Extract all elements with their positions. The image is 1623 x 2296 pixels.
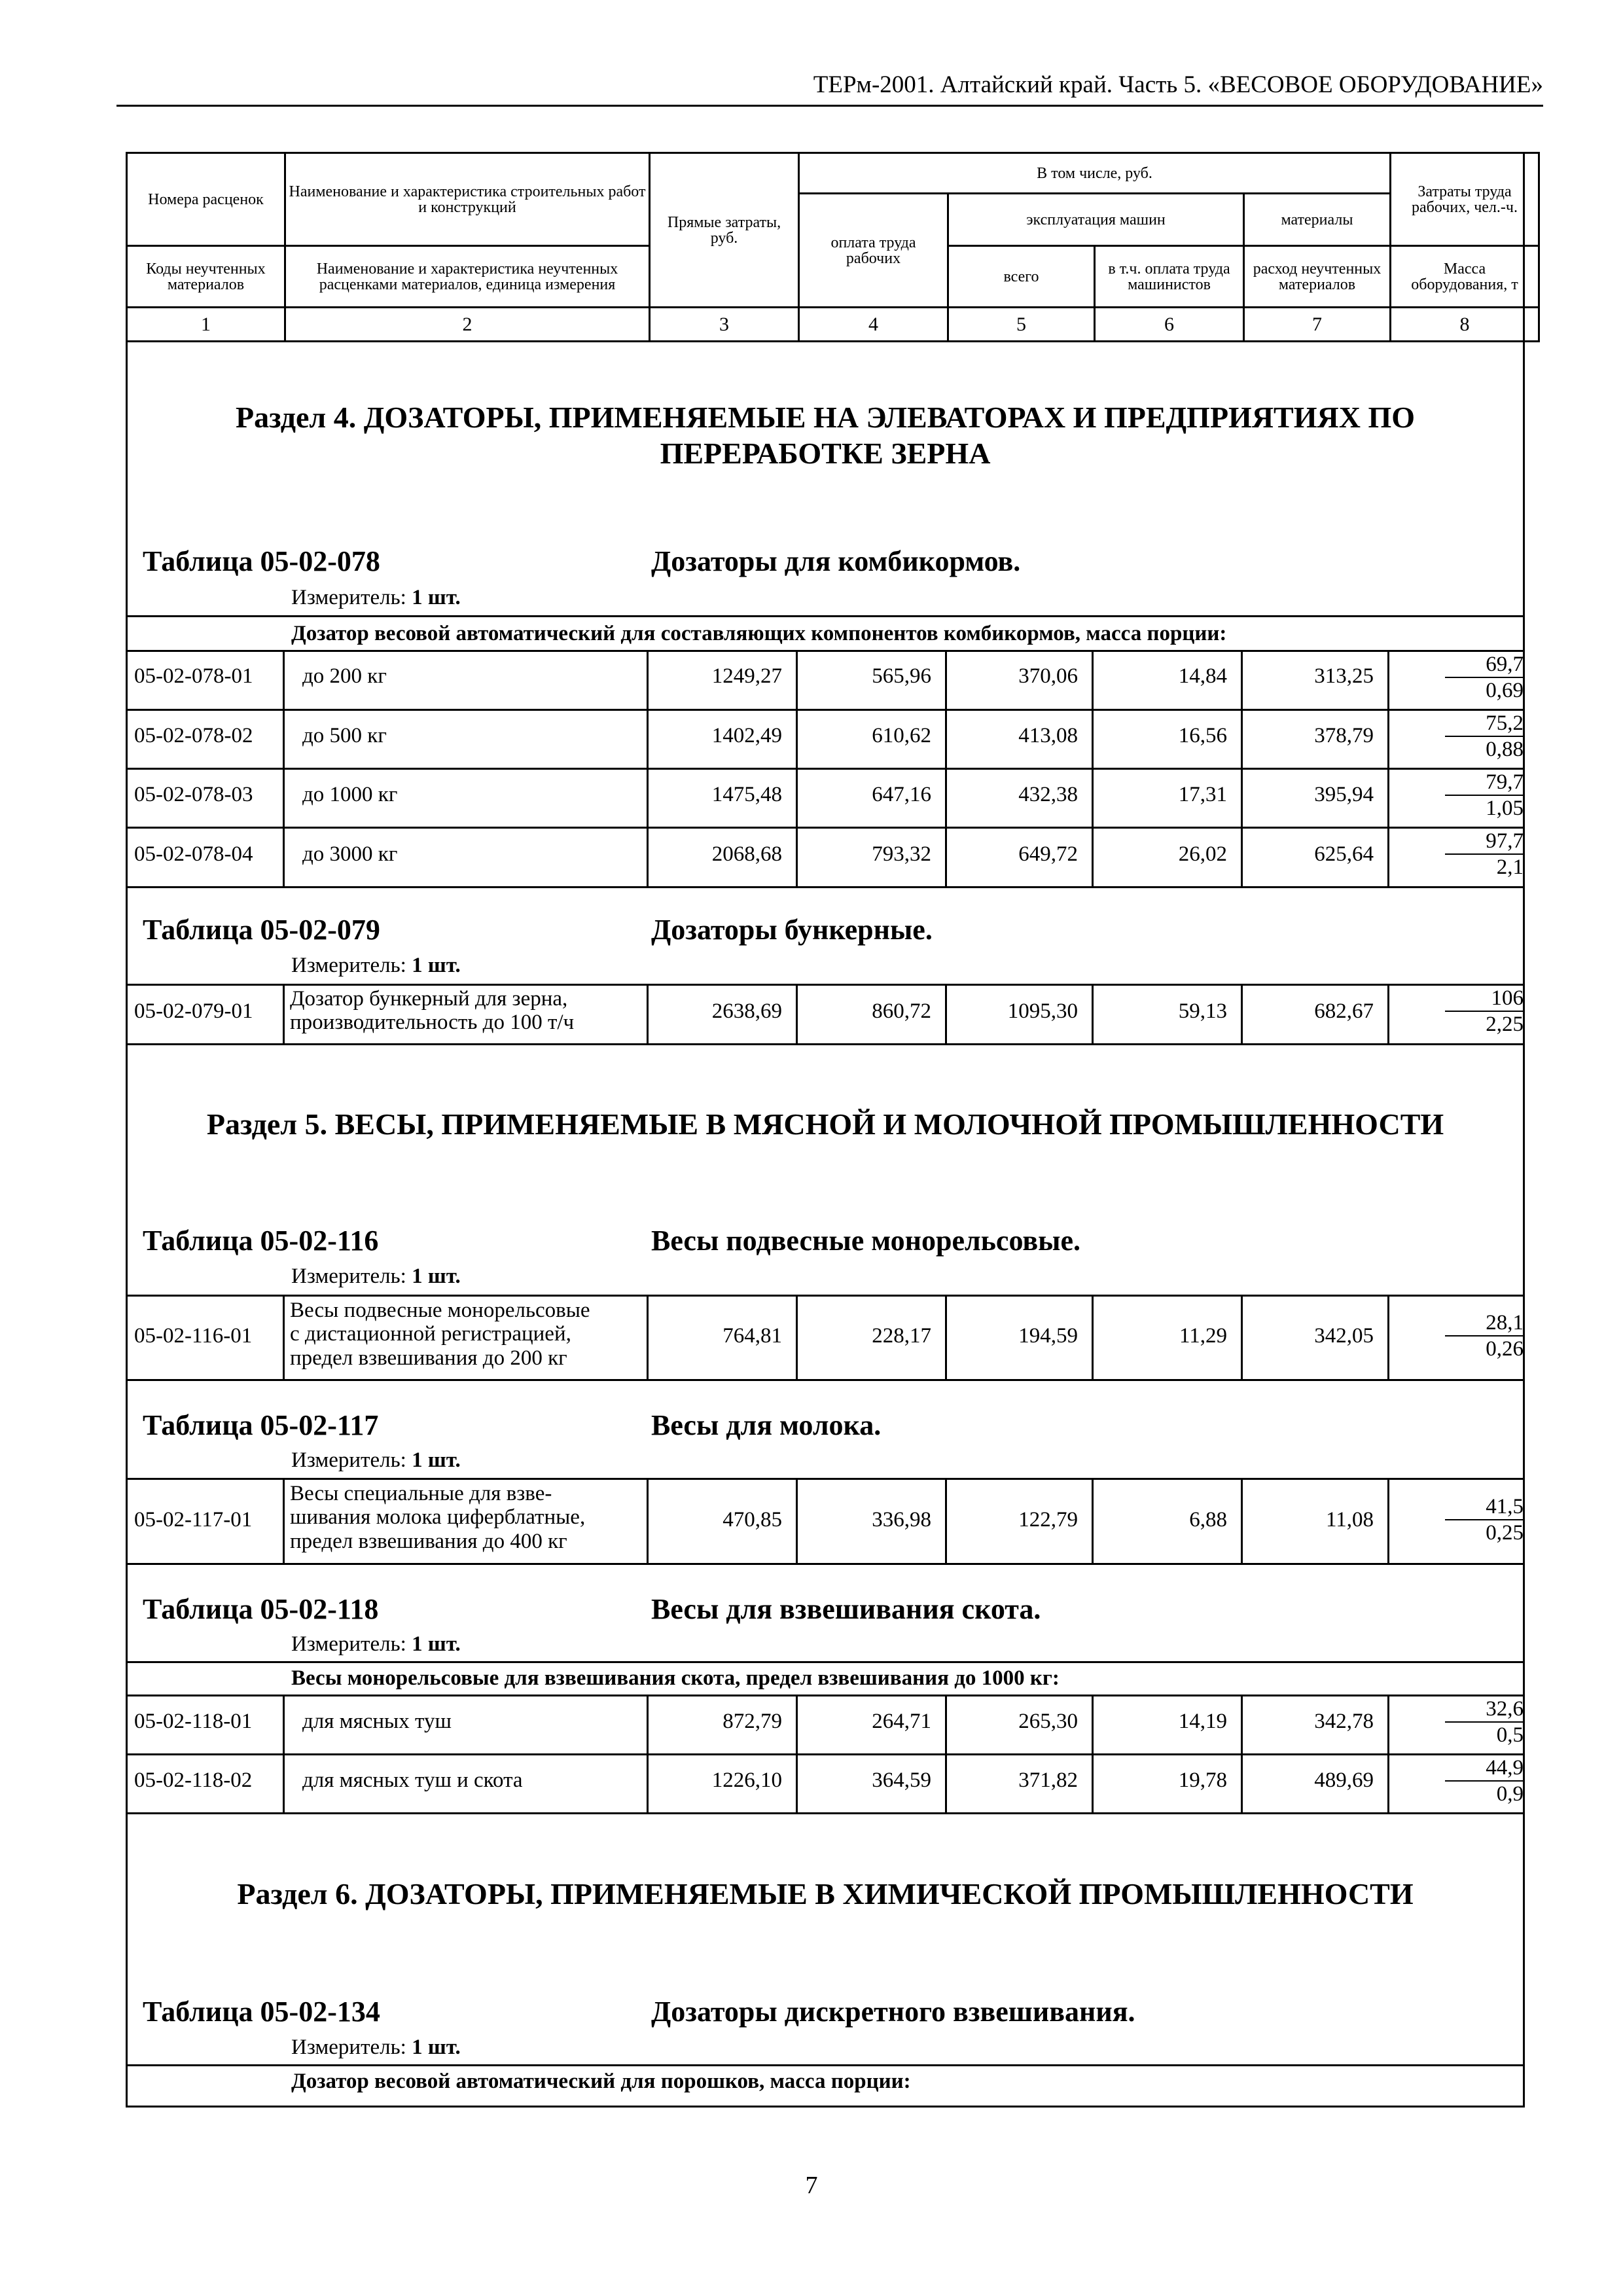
labor-hours: 32,6 (1486, 1697, 1524, 1721)
col-divider (1241, 1695, 1243, 1812)
rule (126, 827, 1525, 829)
labor-hours: 75,2 (1486, 711, 1524, 735)
col-divider (283, 984, 285, 1043)
equipment-mass: 0,26 (1445, 1335, 1524, 1361)
cell-labor-pay: 647,16 (872, 783, 931, 806)
cell-labor-mass (1445, 987, 1524, 1036)
col-divider (283, 1478, 285, 1563)
table-label: Таблица 05-02-134 (143, 1996, 380, 2028)
cell-materials: 378,79 (1314, 724, 1374, 747)
cell-labor-pay: 610,62 (872, 724, 931, 747)
col-divider (1387, 650, 1389, 886)
section-title-line: ПЕРЕРАБОТКЕ ЗЕРНА (660, 437, 991, 471)
labor-hours: 41,5 (1486, 1495, 1524, 1518)
col-divider (945, 1295, 947, 1379)
cell-machinist-pay: 6,88 (1189, 1508, 1227, 1532)
labor-hours: 106 (1491, 986, 1524, 1010)
equipment-mass: 0,69 (1445, 677, 1524, 703)
column-header (126, 152, 1540, 342)
unit-value: 1 шт. (412, 1632, 461, 1656)
cell-labor-mass (1445, 1496, 1524, 1545)
equipment-mass: 2,25 (1445, 1011, 1524, 1037)
table-name: Весы для молока. (651, 1409, 882, 1441)
col2-top-header: Наименование и характеристика строительных работ и конструкций (285, 153, 650, 246)
row-desc (290, 987, 640, 1035)
section-6-title: Раздел 6. ДОЗАТОРЫ, ПРИМЕНЯЕМЫЕ В ХИМИЧЕСКОЙ ПРОМЫШЛЕННОСТИ (237, 1877, 1414, 1910)
rule (126, 886, 1525, 888)
col-divider (1092, 650, 1094, 886)
cell-machinist-pay: 17,31 (1178, 783, 1227, 806)
col2-bottom-header: Наименование и характеристика неучтенных расценками материалов, единица измерения (285, 246, 650, 308)
cell-machines-total: 122,79 (1018, 1508, 1078, 1532)
group-caption: Весы монорельсовые для взвешивания скота, предел взвешивания до 1000 кг: (291, 1666, 1060, 1690)
unit-line (291, 954, 461, 978)
rule (126, 1563, 1525, 1565)
row-code: 05-02-118-01 (134, 1710, 253, 1733)
cell-direct-cost: 2068,68 (711, 842, 782, 866)
cell-machines-total: 371,82 (1018, 1768, 1078, 1792)
cell-machines-total: 432,38 (1018, 783, 1078, 806)
col-divider (1092, 984, 1094, 1043)
cell-labor-mass (1445, 1698, 1524, 1747)
col-divider (1241, 1478, 1243, 1563)
row-desc-line: Весы подвесные монорельсовые (290, 1299, 590, 1322)
cell-direct-cost: 470,85 (722, 1508, 782, 1532)
equipment-mass: 0,25 (1445, 1519, 1524, 1545)
col-divider (647, 1478, 649, 1563)
row-code: 05-02-118-02 (134, 1768, 253, 1792)
materials-header: материалы (1244, 194, 1391, 246)
unit-value: 1 шт. (412, 2036, 461, 2059)
col-divider (1387, 984, 1389, 1043)
cell-direct-cost: 1402,49 (711, 724, 782, 747)
unit-line (291, 2036, 461, 2060)
table-name: Дозаторы дискретного взвешивания. (651, 1996, 1135, 2028)
col-divider (1387, 1695, 1389, 1812)
cell-direct-cost: 1475,48 (711, 783, 782, 806)
cell-labor-pay: 793,32 (872, 842, 931, 866)
row-desc-line: Дозатор бункерный для зерна, (290, 987, 568, 1011)
row-desc: до 500 кг (302, 724, 387, 747)
col-divider (647, 650, 649, 886)
table-label: Таблица 05-02-079 (143, 914, 380, 946)
unit-line (291, 1265, 461, 1289)
rule (126, 1478, 1525, 1480)
equipment-mass: 2,1 (1445, 853, 1524, 880)
cell-labor-mass (1445, 653, 1524, 702)
cell-machinist-pay: 26,02 (1178, 842, 1227, 866)
cell-labor-pay: 860,72 (872, 999, 931, 1023)
col-divider (796, 1295, 798, 1379)
unit-line (291, 586, 461, 610)
cell-direct-cost: 2638,69 (711, 999, 782, 1023)
unit-line (291, 1632, 461, 1657)
labor-hours: 79,7 (1486, 770, 1524, 794)
col4-header: оплата труда рабочих (799, 194, 948, 308)
rule (126, 1379, 1525, 1381)
rule (126, 615, 1525, 617)
col-divider (796, 1478, 798, 1563)
unit-prefix: Измеритель: (291, 2036, 406, 2059)
col-divider (647, 984, 649, 1043)
col-divider (1241, 1295, 1243, 1379)
col-number: 8 (1391, 308, 1539, 342)
col-divider (283, 1295, 285, 1379)
cell-machines-total: 1095,30 (1007, 999, 1078, 1023)
col-number: 5 (948, 308, 1095, 342)
cell-labor-pay: 228,17 (872, 1324, 931, 1348)
row-desc: до 3000 кг (302, 842, 398, 866)
equipment-mass: 0,88 (1445, 736, 1524, 762)
table-name: Дозаторы для комбикормов. (651, 545, 1021, 577)
cell-materials: 682,67 (1314, 999, 1374, 1023)
cell-labor-mass (1445, 1312, 1524, 1361)
table-label: Таблица 05-02-078 (143, 545, 380, 577)
rule (126, 1753, 1525, 1755)
labor-hours: 28,1 (1486, 1311, 1524, 1335)
section-5-title: Раздел 5. ВЕСЫ, ПРИМЕНЯЕМЫЕ В МЯСНОЙ И МОЛОЧНОЙ ПРОМЫШЛЕННОСТИ (206, 1107, 1444, 1141)
section-4-title (126, 399, 1525, 471)
running-header: ТЕРм-2001. Алтайский край. Часть 5. «ВЕСОВОЕ ОБОРУДОВАНИЕ» (813, 71, 1543, 98)
row-desc-line: предел взвешивания до 200 кг (290, 1346, 567, 1370)
col-divider (1092, 1295, 1094, 1379)
table-name: Весы подвесные монорельсовые. (651, 1225, 1081, 1257)
unit-prefix: Измеритель: (291, 1265, 406, 1288)
col-number: 7 (1244, 308, 1391, 342)
cell-direct-cost: 764,81 (722, 1324, 782, 1348)
cell-machines-total: 413,08 (1018, 724, 1078, 747)
row-code: 05-02-079-01 (134, 999, 253, 1023)
equipment-mass: 0,9 (1445, 1780, 1524, 1806)
cell-machinist-pay: 11,29 (1179, 1324, 1227, 1348)
equipment-mass: 0,5 (1445, 1721, 1524, 1748)
col-divider (945, 650, 947, 886)
col-number: 3 (650, 308, 799, 342)
row-desc: для мясных туш и скота (302, 1768, 523, 1792)
table-label: Таблица 05-02-117 (143, 1409, 379, 1441)
section-title-line: Раздел 4. ДОЗАТОРЫ, ПРИМЕНЯЕМЫЕ НА ЭЛЕВАТОРАХ И ПРЕДПРИЯТИЯХ ПО (235, 401, 1416, 434)
row-desc: до 200 кг (302, 664, 387, 688)
col6-header: в т.ч. оплата труда машинистов (1095, 246, 1244, 308)
row-desc-line: Весы специальные для взве- (290, 1482, 552, 1505)
rule (126, 1812, 1525, 1814)
col7-header: расход неучтенных материалов (1244, 246, 1391, 308)
col8-bottom-header: Масса оборудования, т (1391, 246, 1539, 308)
cell-labor-pay: 364,59 (872, 1768, 931, 1792)
rule (126, 709, 1525, 711)
cell-materials: 395,94 (1314, 783, 1374, 806)
unit-prefix: Измеритель: (291, 586, 406, 609)
col-divider (945, 1478, 947, 1563)
row-desc (290, 1482, 640, 1553)
col-divider (647, 1295, 649, 1379)
col-number: 2 (285, 308, 650, 342)
row-desc: для мясных туш (302, 1710, 452, 1733)
cell-machines-total: 265,30 (1018, 1710, 1078, 1733)
row-desc-line: производительность до 100 т/ч (290, 1011, 575, 1035)
unit-prefix: Измеритель: (291, 1448, 406, 1472)
cell-machinist-pay: 14,84 (1178, 664, 1227, 688)
rule (126, 2064, 1525, 2066)
cell-machines-total: 194,59 (1018, 1324, 1078, 1348)
row-desc-line: шивания молока циферблатные, (290, 1505, 586, 1530)
labor-hours: 97,7 (1486, 829, 1524, 853)
equipment-mass: 1,05 (1445, 795, 1524, 821)
col-divider (1092, 1695, 1094, 1812)
unit-value: 1 шт. (412, 1265, 461, 1288)
cell-labor-mass (1445, 712, 1524, 761)
cell-machines-total: 370,06 (1018, 664, 1078, 688)
col1-top-header: Номера расценок (127, 153, 285, 246)
unit-value: 1 шт. (412, 1448, 461, 1472)
cell-machinist-pay: 59,13 (1178, 999, 1227, 1023)
cell-labor-pay: 336,98 (872, 1508, 931, 1532)
cell-machinist-pay: 16,56 (1178, 724, 1227, 747)
col-divider (796, 1695, 798, 1812)
machines-header: эксплуатация машин (948, 194, 1244, 246)
col-divider (283, 650, 285, 886)
cell-materials: 11,08 (1325, 1508, 1374, 1532)
cell-materials: 625,64 (1314, 842, 1374, 866)
col-divider (1092, 1478, 1094, 1563)
page-number: 7 (805, 2172, 818, 2199)
col-divider (1387, 1478, 1389, 1563)
col3-header: Прямые затраты, руб. (650, 153, 799, 308)
row-code: 05-02-078-02 (134, 724, 253, 747)
row-desc-line: предел взвешивания до 400 кг (290, 1529, 567, 1553)
group-caption: Дозатор весовой автоматический для порошков, масса порции: (291, 2070, 911, 2093)
col-divider (945, 984, 947, 1043)
col-divider (283, 1695, 285, 1812)
cell-labor-pay: 264,71 (872, 1710, 931, 1733)
group-header: В том числе, руб. (799, 153, 1391, 194)
unit-value: 1 шт. (412, 954, 461, 977)
cell-machinist-pay: 14,19 (1178, 1710, 1227, 1733)
cell-labor-mass (1445, 1757, 1524, 1806)
col5-header: всего (948, 246, 1095, 308)
cell-labor-pay: 565,96 (872, 664, 931, 688)
rule (126, 1661, 1525, 1663)
cell-machinist-pay: 19,78 (1178, 1768, 1227, 1792)
rule (126, 1695, 1525, 1696)
unit-value: 1 шт. (412, 586, 461, 609)
col-divider (796, 984, 798, 1043)
cell-materials: 313,25 (1314, 664, 1374, 688)
table-label: Таблица 05-02-118 (143, 1593, 379, 1625)
labor-hours: 69,7 (1486, 653, 1524, 676)
col-divider (1387, 1295, 1389, 1379)
group-caption: Дозатор весовой автоматический для составляющих компонентов комбикормов, масса порции: (291, 622, 1227, 645)
rule (126, 768, 1525, 770)
labor-hours: 44,9 (1486, 1756, 1524, 1780)
cell-direct-cost: 872,79 (722, 1710, 782, 1733)
col-number: 4 (799, 308, 948, 342)
col-divider (945, 1695, 947, 1812)
cell-direct-cost: 1226,10 (711, 1768, 782, 1792)
cell-labor-mass (1445, 830, 1524, 879)
col-divider (1241, 650, 1243, 886)
col-divider (1241, 984, 1243, 1043)
rule (126, 984, 1525, 986)
cell-direct-cost: 1249,27 (711, 664, 782, 688)
cell-labor-mass (1445, 771, 1524, 820)
col-divider (796, 650, 798, 886)
col-divider (647, 1695, 649, 1812)
unit-prefix: Измеритель: (291, 954, 406, 977)
cell-materials: 342,78 (1314, 1710, 1374, 1733)
col1-bottom-header: Коды неучтенных материалов (127, 246, 285, 308)
row-desc: до 1000 кг (302, 783, 398, 806)
header-rule (116, 105, 1543, 107)
col8-top-header: Затраты труда рабочих, чел.-ч. (1391, 153, 1539, 246)
table-label: Таблица 05-02-116 (143, 1225, 379, 1257)
row-code: 05-02-116-01 (134, 1324, 253, 1348)
row-desc (290, 1299, 640, 1370)
row-code: 05-02-078-01 (134, 664, 253, 688)
col-number: 6 (1095, 308, 1244, 342)
rule (126, 1295, 1525, 1297)
cell-materials: 489,69 (1314, 1768, 1374, 1792)
unit-prefix: Измеритель: (291, 1632, 406, 1656)
rule (126, 650, 1525, 652)
cell-materials: 342,05 (1314, 1324, 1374, 1348)
row-desc-line: с дистационной регистрацией, (290, 1322, 571, 1346)
rule (126, 1043, 1525, 1045)
row-code: 05-02-078-04 (134, 842, 253, 866)
row-code: 05-02-117-01 (134, 1508, 253, 1532)
table-name: Весы для взвешивания скота. (651, 1593, 1041, 1625)
row-code: 05-02-078-03 (134, 783, 253, 806)
table-name: Дозаторы бункерные. (651, 914, 933, 946)
cell-machines-total: 649,72 (1018, 842, 1078, 866)
col-number: 1 (127, 308, 285, 342)
unit-line (291, 1448, 461, 1473)
